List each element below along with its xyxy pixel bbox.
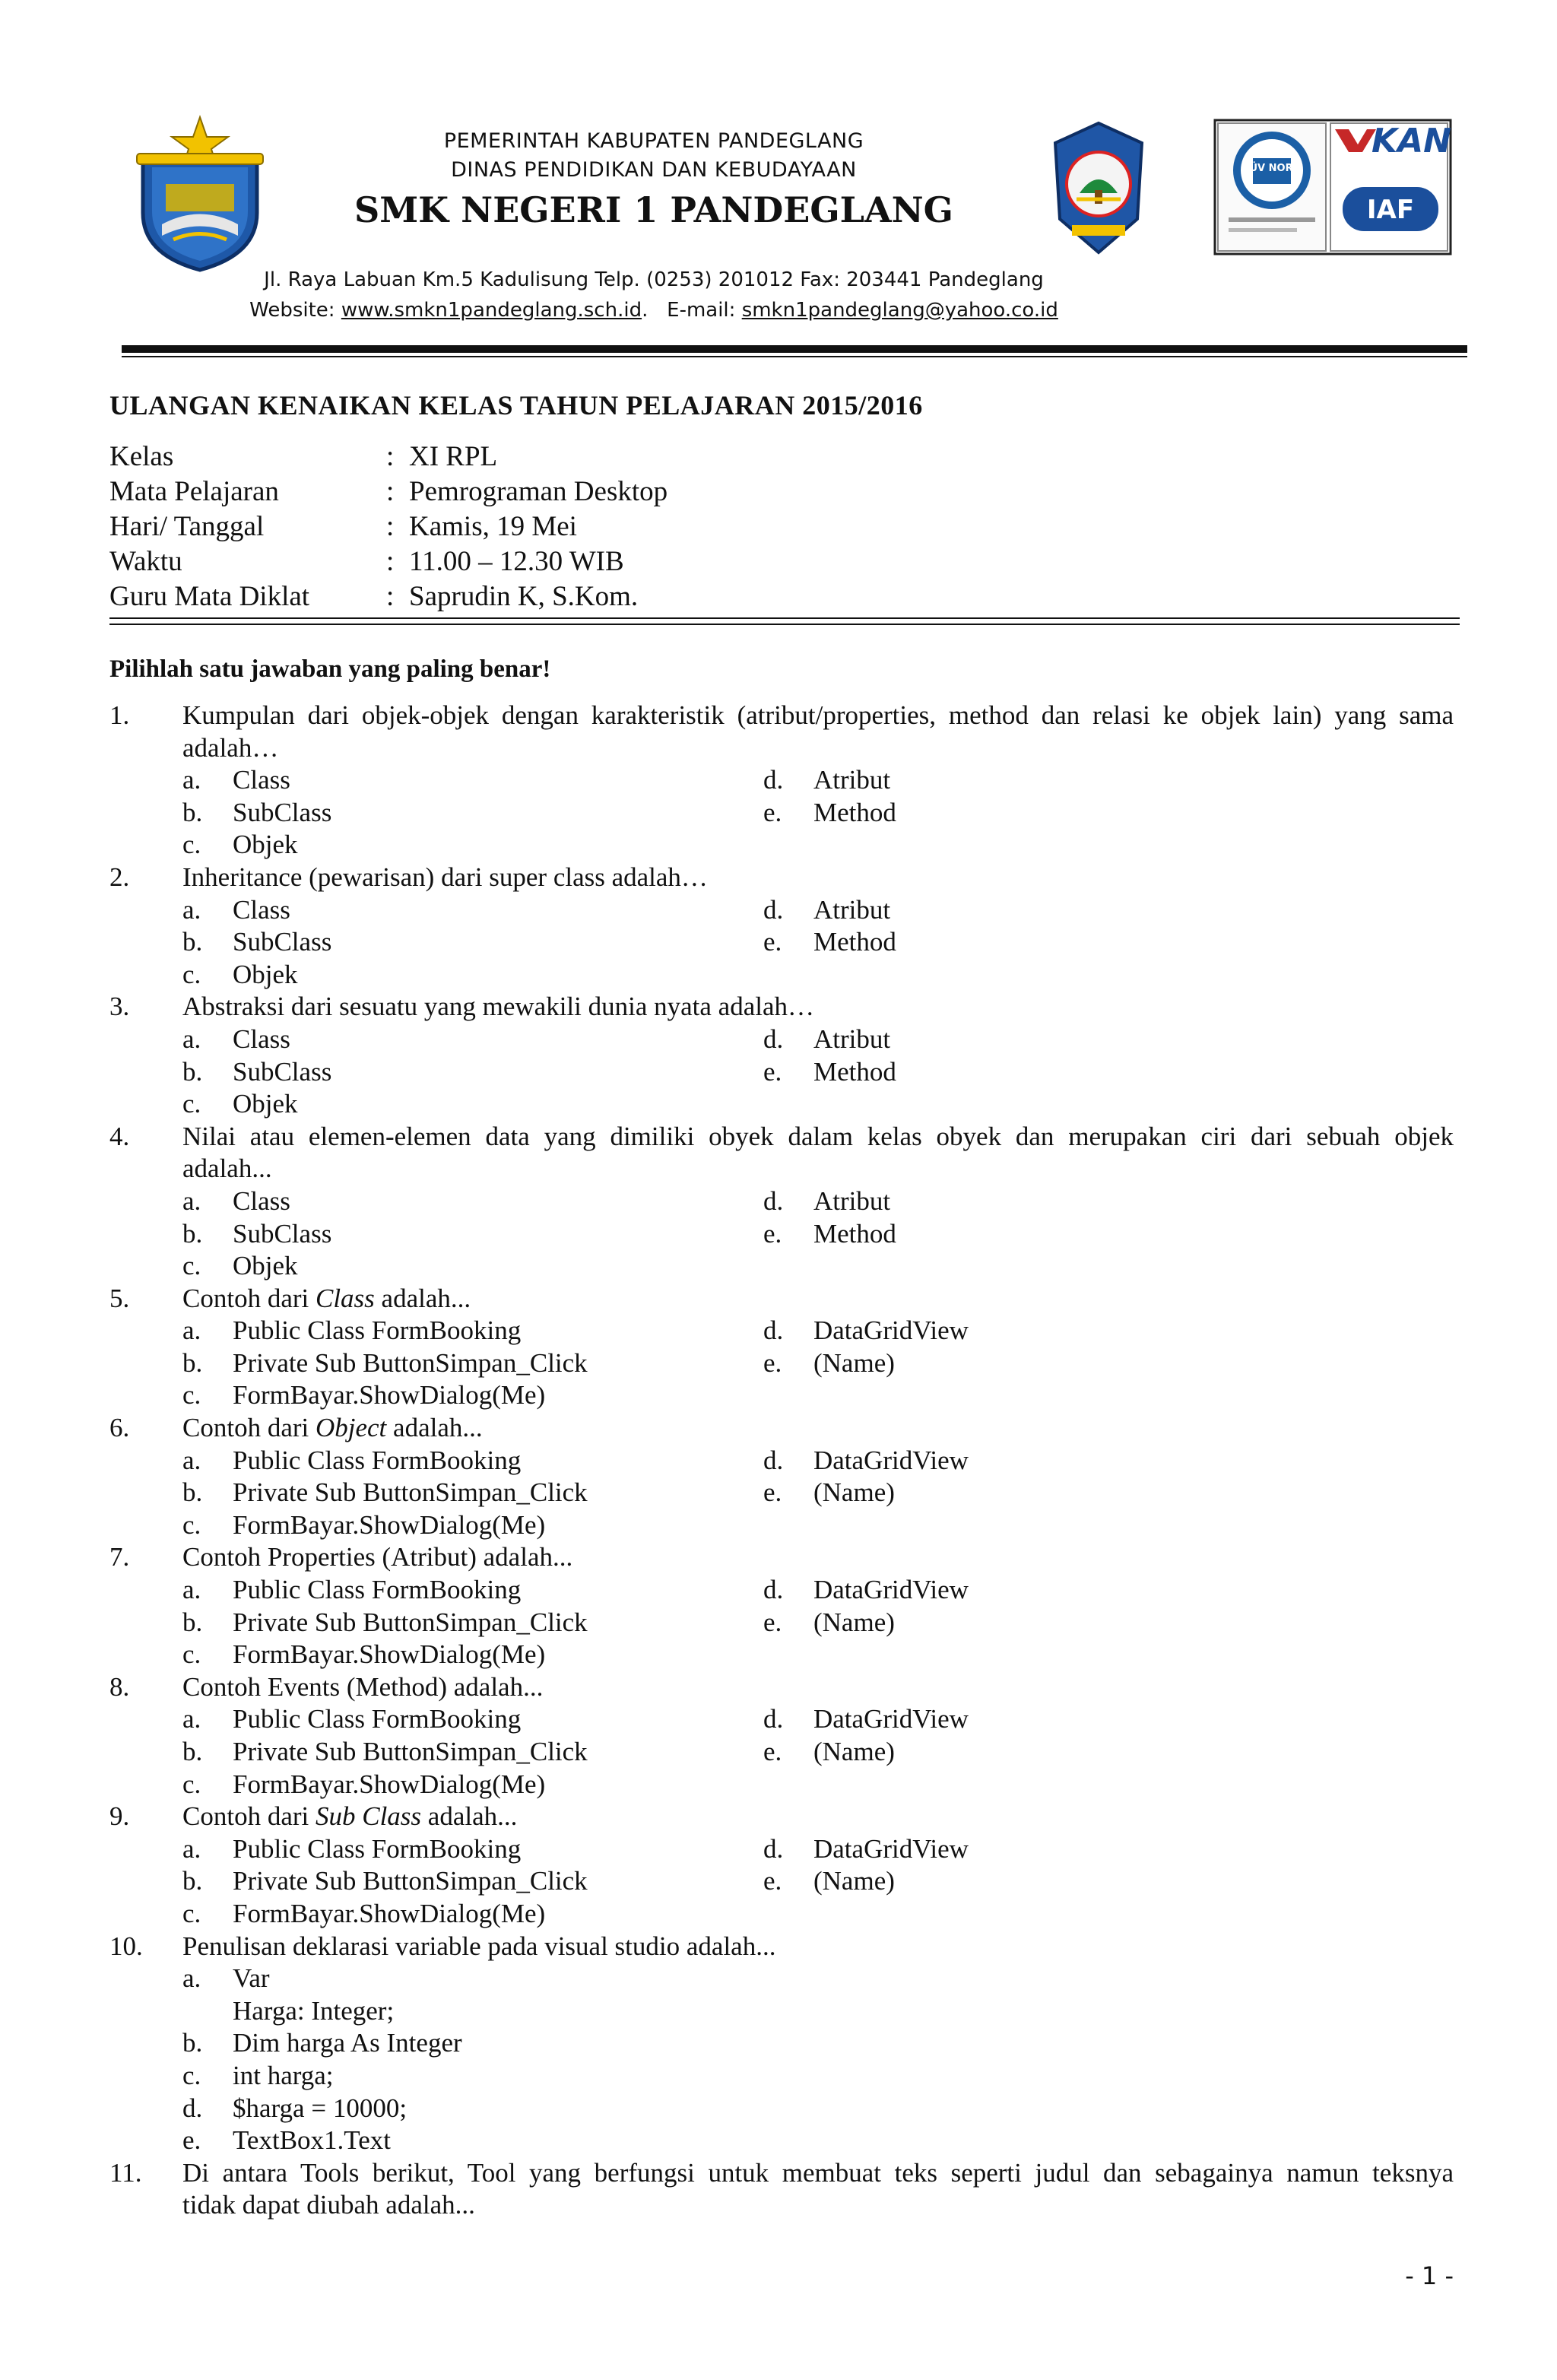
question-text: Abstraksi dari sesuatu yang mewakili dunia nyata adalah… [182, 992, 815, 1022]
option-text: Dim harga As Integer [233, 2028, 462, 2058]
option-c [182, 829, 763, 862]
info-row-date [109, 509, 668, 544]
info-label: Waktu [109, 546, 182, 577]
option-text: DataGridView [813, 1833, 969, 1864]
question-text: Nilai atau elemen-elemen data yang dimiliki obyek dalam kelas obyek dan merupakan ciri dari sebuah objek [182, 1121, 1454, 1151]
option-letter: d. [182, 2093, 203, 2123]
option-letter: a. [182, 1023, 201, 1054]
option-b [182, 1607, 763, 1639]
question-text-emphasis: Sub Class [315, 1801, 422, 1832]
option-text: Objek [233, 959, 298, 989]
option-c [182, 959, 763, 992]
email-label: E-mail: [667, 299, 736, 322]
question-number: 10. [109, 1931, 143, 1961]
option-letter: c. [182, 2060, 201, 2090]
option-a [182, 1315, 763, 1347]
question-text: Penulisan deklarasi variable pada visual studio adalah... [182, 1931, 776, 1961]
option-text: DataGridView [813, 1575, 969, 1605]
option-text: Atribut [813, 1185, 891, 1216]
question-text-pre: Contoh dari [182, 1413, 316, 1443]
option-letter: e. [763, 1737, 782, 1766]
question-text-post: adalah... [374, 1283, 471, 1313]
option-c [182, 1769, 763, 1801]
option-text: TextBox1.Text [233, 2125, 391, 2156]
info-label: Guru Mata Diklat [109, 581, 310, 612]
option-text: Method [813, 1056, 896, 1087]
letterhead-contacts: Website: www.smkn1pandeglang.sch.id. E-mail: smkn1pandeglang@yahoo.co.id [249, 299, 1058, 322]
option-a [182, 1185, 763, 1218]
letterhead-address: Jl. Raya Labuan Km.5 Kadulisung Telp. (0253) 201012 Fax: 203441 Pandeglang [264, 268, 1044, 291]
option-c [182, 1088, 763, 1121]
option-letter: e. [763, 1866, 782, 1896]
option-e [763, 1347, 1219, 1380]
option-e [763, 1865, 1219, 1898]
page-number: - 1 - [1405, 2261, 1454, 2290]
question-number: 8. [109, 1671, 130, 1702]
option-d [763, 1315, 1219, 1347]
tuv-certification-mark: TÜV NORD [1242, 163, 1302, 174]
question-6 [109, 1412, 1454, 1541]
info-value: Kamis, 19 Mei [409, 511, 577, 542]
option-text: Class [233, 894, 290, 925]
question-text-emphasis: Object [315, 1413, 387, 1443]
question-text [182, 1412, 1454, 1445]
option-d [763, 1023, 1219, 1056]
option-c [182, 1639, 763, 1671]
question-9 [109, 1801, 1454, 1930]
option-letter: e. [763, 927, 782, 957]
option-letter: b. [182, 1347, 203, 1378]
question-text: Di antara Tools berikut, Tool yang berfungsi untuk membuat teks seperti judul dan sebagainya namun teksnya [182, 2157, 1454, 2188]
option-e [763, 1218, 1219, 1251]
question-number: 4. [109, 1121, 130, 1151]
option-e [763, 1477, 1219, 1509]
option-letter: d. [763, 1704, 784, 1734]
option-text: (Name) [813, 1347, 895, 1378]
question-number: 7. [109, 1542, 130, 1572]
option-letter: b. [182, 1607, 203, 1637]
option-b [182, 2027, 1454, 2060]
option-text: (Name) [813, 1866, 895, 1896]
option-letter: b. [182, 1737, 203, 1766]
option-c [182, 1250, 763, 1283]
option-d [763, 1574, 1219, 1607]
option-e [182, 2125, 1454, 2157]
option-b [182, 1477, 763, 1509]
option-letter: e. [763, 1477, 782, 1508]
info-colon: : [386, 476, 395, 507]
letterhead-government: PEMERINTAH KABUPATEN PANDEGLANG [443, 129, 864, 153]
option-b [182, 1056, 763, 1089]
question-list [109, 700, 1454, 2222]
option-letter: a. [182, 894, 201, 925]
info-divider-bottom [109, 624, 1460, 625]
option-b [182, 1736, 763, 1769]
info-value: 11.00 – 12.30 WIB [409, 546, 624, 577]
option-d [763, 894, 1219, 927]
question-text-pre: Contoh dari [182, 1283, 316, 1313]
option-letter: a. [182, 1963, 201, 1994]
option-e [763, 1607, 1219, 1639]
info-divider-top [109, 617, 1460, 619]
option-a [182, 1703, 763, 1736]
question-text-cont: adalah... [182, 1154, 272, 1184]
option-a [182, 1833, 763, 1866]
question-text-post: adalah... [421, 1801, 518, 1832]
question-8 [109, 1671, 1454, 1801]
info-value: Saprudin K, S.Kom. [409, 581, 639, 612]
question-text-emphasis: Class [315, 1283, 375, 1313]
letterhead-divider-thin [122, 356, 1467, 357]
option-text: Method [813, 797, 896, 827]
option-text: Atribut [813, 765, 891, 795]
option-letter: a. [182, 765, 201, 795]
option-d [763, 764, 1219, 797]
info-colon: : [386, 546, 395, 577]
option-letter: c. [182, 1509, 201, 1540]
option-text: Private Sub ButtonSimpan_Click [233, 1866, 588, 1896]
option-letter: a. [182, 1445, 201, 1475]
option-text: $harga = 10000; [233, 2093, 407, 2123]
question-2 [109, 862, 1454, 991]
option-letter: d. [763, 1023, 784, 1054]
option-text: SubClass [233, 1056, 332, 1087]
option-letter: a. [182, 1185, 201, 1216]
question-text-pre: Contoh dari [182, 1801, 316, 1832]
option-letter: b. [182, 2028, 203, 2058]
option-a [182, 1963, 1454, 1995]
question-text: Contoh Properties (Atribut) adalah... [182, 1542, 573, 1572]
option-text: (Name) [813, 1477, 895, 1508]
option-letter: d. [763, 894, 784, 925]
option-d [763, 1833, 1219, 1866]
school-badge-logo [1049, 120, 1148, 255]
option-text: Public Class FormBooking [233, 1833, 522, 1864]
info-colon: : [386, 441, 395, 472]
info-label: Kelas [109, 441, 174, 472]
option-text: Class [233, 1023, 290, 1054]
exam-title: ULANGAN KENAIKAN KELAS TAHUN PELAJARAN 2015/2016 [109, 390, 923, 420]
option-text: Class [233, 765, 290, 795]
option-text: DataGridView [813, 1315, 969, 1346]
option-letter: d. [763, 765, 784, 795]
question-text: Contoh Events (Method) adalah... [182, 1671, 544, 1702]
option-text: Objek [233, 1089, 298, 1119]
option-letter: d. [763, 1445, 784, 1475]
option-text: Private Sub ButtonSimpan_Click [233, 1347, 588, 1378]
question-text: Kumpulan dari objek-objek dengan karakteristik (atribut/properties, method dan relasi ke objek lain) yang sama [182, 700, 1454, 730]
question-1 [109, 700, 1454, 862]
option-letter: b. [182, 1218, 203, 1249]
option-letter: c. [182, 1380, 201, 1411]
option-b [182, 1865, 763, 1898]
option-text: Private Sub ButtonSimpan_Click [233, 1607, 588, 1637]
question-3 [109, 991, 1454, 1120]
instruction: Pilihlah satu jawaban yang paling benar! [109, 655, 551, 683]
option-letter: e. [763, 797, 782, 827]
option-letter: c. [182, 1089, 201, 1119]
option-text: Atribut [813, 894, 891, 925]
option-a [182, 1023, 763, 1056]
option-e [763, 926, 1219, 959]
option-letter: a. [182, 1704, 201, 1734]
option-letter: a. [182, 1315, 201, 1346]
option-b [182, 1347, 763, 1380]
option-text: Public Class FormBooking [233, 1315, 522, 1346]
question-text [182, 1283, 1454, 1315]
info-row-teacher [109, 579, 668, 614]
iaf-accreditation-mark: IAF [1366, 195, 1415, 225]
option-letter: c. [182, 1769, 201, 1799]
option-letter: e. [763, 1607, 782, 1637]
option-letter: c. [182, 1639, 201, 1670]
option-text: SubClass [233, 1218, 332, 1249]
question-11 [109, 2157, 1454, 2222]
question-number: 1. [109, 700, 130, 730]
option-letter: d. [763, 1185, 784, 1216]
option-letter: d. [763, 1315, 784, 1346]
question-text-cont: adalah… [182, 732, 279, 763]
question-5 [109, 1283, 1454, 1412]
option-letter: e. [763, 1056, 782, 1087]
option-d [763, 1445, 1219, 1477]
question-text [182, 1801, 1454, 1833]
option-letter: a. [182, 1833, 201, 1864]
letterhead-school-name: SMK NEGERI 1 PANDEGLANG [354, 189, 953, 230]
option-text: FormBayar.ShowDialog(Me) [233, 1898, 546, 1928]
option-c [182, 1509, 763, 1542]
option-text: Class [233, 1185, 290, 1216]
option-text: int harga; [233, 2060, 334, 2090]
option-c [182, 1379, 763, 1412]
option-letter: c. [182, 959, 201, 989]
option-e [763, 1056, 1219, 1089]
question-text: Inheritance (pewarisan) dari super class adalah… [182, 862, 708, 892]
option-c [182, 1898, 763, 1931]
option-text: SubClass [233, 797, 332, 827]
option-text: Method [813, 1218, 896, 1249]
question-number: 6. [109, 1413, 130, 1443]
option-text: Atribut [813, 1023, 891, 1054]
question-text-cont: tidak dapat diubah adalah... [182, 2190, 475, 2220]
option-text: Public Class FormBooking [233, 1575, 522, 1605]
option-text: SubClass [233, 927, 332, 957]
option-text: Public Class FormBooking [233, 1704, 522, 1734]
option-a [182, 764, 763, 797]
info-colon: : [386, 581, 395, 612]
question-text-post: adalah... [386, 1413, 483, 1443]
option-text: Method [813, 927, 896, 957]
option-text: Objek [233, 830, 298, 860]
pandeglang-crest-logo [128, 114, 272, 274]
info-row-time [109, 544, 668, 579]
letterhead-department: DINAS PENDIDIKAN DAN KEBUDAYAAN [451, 158, 857, 182]
question-number: 9. [109, 1801, 130, 1832]
option-letter: b. [182, 1477, 203, 1508]
option-letter: b. [182, 1866, 203, 1896]
option-text: Private Sub ButtonSimpan_Click [233, 1737, 588, 1766]
certification-logos [1213, 119, 1452, 255]
info-row-subject [109, 474, 668, 509]
option-letter: d. [763, 1833, 784, 1864]
option-a [182, 1445, 763, 1477]
website-label: Website: [249, 299, 335, 322]
option-letter: e. [763, 1218, 782, 1249]
info-value: Pemrograman Desktop [409, 476, 668, 507]
option-letter: e. [763, 1347, 782, 1378]
option-letter: b. [182, 1056, 203, 1087]
option-text: DataGridView [813, 1704, 969, 1734]
option-letter: c. [182, 830, 201, 860]
question-number: 11. [109, 2157, 142, 2188]
option-e [763, 1736, 1219, 1769]
option-text: FormBayar.ShowDialog(Me) [233, 1509, 546, 1540]
option-text: (Name) [813, 1607, 895, 1637]
info-label: Mata Pelajaran [109, 476, 279, 507]
option-d [763, 1703, 1219, 1736]
option-b [182, 797, 763, 830]
question-number: 2. [109, 862, 130, 892]
option-letter: c. [182, 1251, 201, 1281]
option-text: FormBayar.ShowDialog(Me) [233, 1769, 546, 1799]
option-b [182, 1218, 763, 1251]
option-d [182, 2093, 1454, 2125]
option-text: Public Class FormBooking [233, 1445, 522, 1475]
option-a [182, 894, 763, 927]
option-text: Private Sub ButtonSimpan_Click [233, 1477, 588, 1508]
option-d [763, 1185, 1219, 1218]
option-letter: a. [182, 1575, 201, 1605]
option-text: (Name) [813, 1737, 895, 1766]
info-row-class [109, 440, 668, 474]
info-label: Hari/ Tanggal [109, 511, 265, 542]
option-e [763, 797, 1219, 830]
question-4 [109, 1121, 1454, 1283]
kan-accreditation-mark: KAN [1371, 122, 1451, 160]
option-letter: c. [182, 1898, 201, 1928]
option-b [182, 926, 763, 959]
option-letter: e. [182, 2125, 201, 2156]
option-text: FormBayar.ShowDialog(Me) [233, 1639, 546, 1670]
option-a-cont: Harga: Integer; [233, 1995, 395, 2026]
option-text: DataGridView [813, 1445, 969, 1475]
option-text: Var [233, 1963, 270, 1994]
option-text: FormBayar.ShowDialog(Me) [233, 1380, 546, 1411]
option-a [182, 1574, 763, 1607]
email-link[interactable]: smkn1pandeglang@yahoo.co.id [741, 299, 1058, 322]
option-letter: b. [182, 797, 203, 827]
question-10 [109, 1931, 1454, 2157]
info-value: XI RPL [409, 441, 498, 472]
question-number: 3. [109, 992, 130, 1022]
option-letter: b. [182, 927, 203, 957]
exam-info-table [109, 440, 668, 614]
letterhead-divider-thick [122, 345, 1467, 353]
option-letter: d. [763, 1575, 784, 1605]
info-colon: : [386, 511, 395, 542]
question-number: 5. [109, 1283, 130, 1313]
website-link[interactable]: www.smkn1pandeglang.sch.id [341, 299, 642, 322]
option-c [182, 2060, 1454, 2093]
question-7 [109, 1541, 1454, 1671]
option-text: Objek [233, 1251, 298, 1281]
